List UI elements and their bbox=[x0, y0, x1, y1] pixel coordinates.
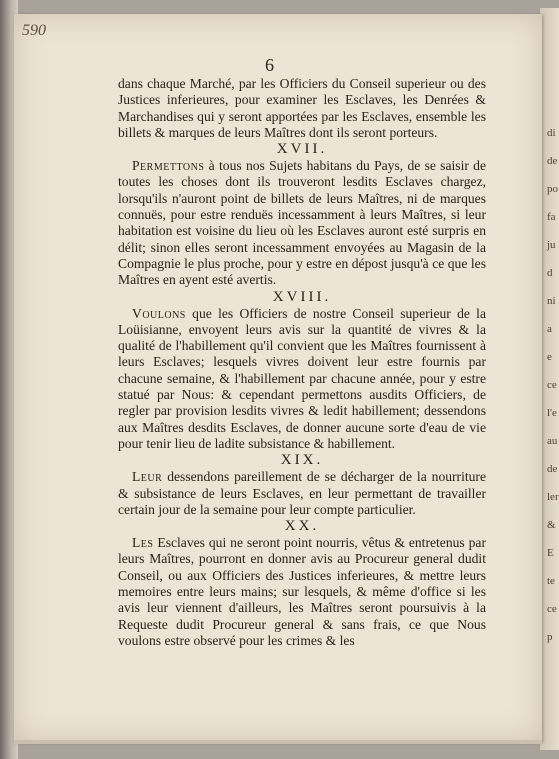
body-text bbox=[118, 76, 486, 649]
article-paragraph bbox=[118, 306, 486, 453]
article-paragraph bbox=[118, 76, 486, 141]
adjacent-page-fragment: ler bbox=[547, 491, 559, 503]
adjacent-page-edge bbox=[540, 8, 559, 750]
adjacent-page-fragment: & bbox=[547, 519, 556, 531]
article-lead-word: Les bbox=[132, 535, 154, 551]
article-lead-word: Permettons bbox=[132, 158, 205, 174]
article-text: que les Officiers de nostre Conseil superieur de la Loüisianne, envoyent leurs avis sur la quantité de vivres & la qualité de l'habillement qu'il convient que les Maîtres fournissent à leurs Esclaves; lesquels vivres doivent leur estre fournis par chacune semaine, & l'habillement par chacune année, pour y estre statué par Nous: & cependant permettons ausdits Officiers, de regler par provision lesdits vivres & ledit habillement; dessendons aux Maîtres desdits Esclaves, de donner aucune sorte d'eau de vie pour tenir lieu de ladite subsistance & habillement. bbox=[118, 305, 486, 451]
article-heading: XX. bbox=[284, 518, 320, 535]
adjacent-page-fragment: a bbox=[547, 323, 552, 335]
article-text: à tous nos Sujets habitans du Pays, de se saisir de toutes les choses dont ils trouveront lesdits Esclaves chargez, lorsqu'ils n'auront point de billets de leurs Maîtres, ni de marques connuës, pour estre renduës incessamment à leurs Maîtres, si leur habitation est voisine du lieu où les Esclaves auront esté surpris en délit; sinon elles seront incessamment envoyées au Magasin de la Compagnie le plus proche, pour y estre en dépost jusqu'à ce que les Maîtres en ayent esté avertis. bbox=[118, 158, 486, 288]
adjacent-page-fragment: l'e bbox=[547, 407, 557, 419]
adjacent-page-fragment: e bbox=[547, 351, 552, 363]
article-text: dans chaque Marché, par les Officiers du Conseil superieur ou des Justices inferieures, pour examiner les Esclaves, les Denrées & Marchandises qui y seront apportées par les Esclaves, ensemble les billets & marques de leurs Maîtres dont ils seront porteurs. bbox=[118, 76, 486, 140]
adjacent-page-fragment: au bbox=[547, 435, 558, 447]
article-text: dessendons pareillement de se décharger de la nourriture & subsistance de leurs Esclaves, en leur permettant de travailler certain jour de la semaine pour leur compte particulier. bbox=[118, 469, 486, 517]
article-paragraph bbox=[118, 469, 486, 518]
adjacent-page-fragment: de bbox=[547, 463, 558, 475]
adjacent-page-fragment: de bbox=[547, 155, 558, 167]
page-number: 6 bbox=[265, 55, 274, 75]
adjacent-page-fragment: d bbox=[547, 267, 553, 279]
article-lead-word: Voulons bbox=[132, 305, 186, 321]
adjacent-page-fragment: di bbox=[547, 127, 556, 139]
article-paragraph bbox=[118, 535, 486, 649]
adjacent-page-fragment: po bbox=[547, 183, 558, 195]
adjacent-page-fragment: p bbox=[547, 631, 553, 643]
adjacent-page-fragment: te bbox=[547, 575, 555, 587]
adjacent-page-fragment: fa bbox=[547, 211, 556, 223]
article-text: Esclaves qui ne seront point nourris, vêtus & entretenus par leurs Maîtres, pourront en donner avis au Procureur general dudit Conseil, ou aux Officiers des Justices inferieures, & mettre leurs memoires entre leurs mains; sur lesquels, & même d'office si les avis leur viennent d'ailleurs, les Maîtres seront poursuivis à la Requeste dudit Procureur general & sans frais, ce que Nous voulons estre observé pour les crimes & les bbox=[118, 535, 486, 648]
adjacent-page-fragment: ce bbox=[547, 603, 557, 615]
adjacent-page-fragment: ju bbox=[547, 239, 556, 251]
article-heading: XIX. bbox=[280, 452, 324, 469]
article-heading: XVIII. bbox=[272, 288, 332, 305]
handwritten-folio-number: 590 bbox=[22, 22, 46, 39]
article-paragraph bbox=[118, 158, 486, 288]
adjacent-page-fragment: E bbox=[547, 547, 554, 559]
article-lead-word: Leur bbox=[132, 469, 163, 485]
page-bottom-edge bbox=[14, 740, 542, 744]
adjacent-page-fragment: ce bbox=[547, 379, 557, 391]
adjacent-page-fragment: ni bbox=[547, 295, 556, 307]
article-heading: XVII. bbox=[276, 141, 328, 158]
